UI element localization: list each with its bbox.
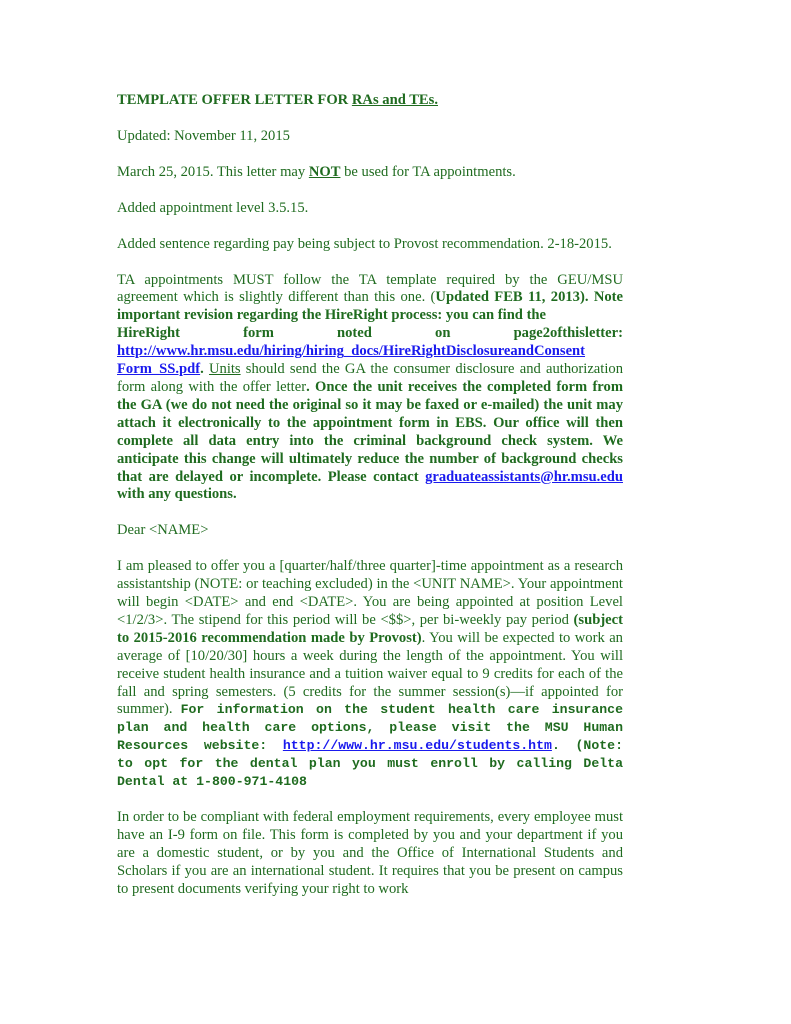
units-word: Units xyxy=(208,361,241,378)
notice-after: be used for TA appointments. xyxy=(340,163,516,180)
offer-paragraph xyxy=(117,558,623,791)
notice-emphasis: NOT xyxy=(308,163,341,180)
notice-line xyxy=(117,164,623,182)
hireright-word-5: page2ofthisletter: xyxy=(513,325,623,342)
hireright-line xyxy=(117,325,623,343)
offer-text-1: I am pleased to offer you a [quarter/half/three quarter]-time appointment as a research assistantship (NOTE: or teaching excluded) in the <UNIT NAME>. Your appointment will begin <DATE> and end <DATE>. You are being appointed at position Level <1/2/3>. The stipend for this period will be <$$>, per bi-weekly pay period xyxy=(117,558,623,628)
hireright-word-3: noted xyxy=(337,325,372,342)
hireright-note: Note important revision regarding the HireRight process: you can find the xyxy=(117,289,623,324)
hireright-word-2: form xyxy=(243,325,274,342)
hireright-word-1: HireRight xyxy=(117,325,180,342)
offer-text-2: . You will be expected to work an average of [10/20/30] hours a week during the length of the appointment. You will receive student health insurance and a tuition waiver equal to 9 credits for each of the fall and spring semesters. (5 credits for the summer session(s)—if appointed for summer). xyxy=(117,629,623,718)
notice-before: March 25, 2015. This letter may xyxy=(117,163,309,180)
hireright-word-4: on xyxy=(435,325,451,342)
added-level-line: Added appointment level 3.5.15. xyxy=(117,199,309,216)
students-link[interactable]: http://www.hr.msu.edu/students.htm xyxy=(282,738,552,754)
page-title xyxy=(117,92,623,110)
added-sentence-paragraph: Added sentence regarding pay being subject to Provost recommendation. 2-18-2015. xyxy=(117,235,612,252)
process-bold-text: . Once the unit receives the completed form from the GA (we do not need the original so it may be faxed or e-mailed) the unit may attach it electronically to the appointment form in EBS. Our office will then complete all data entry into the criminal background check system. We anticipate this change will ultimately reduce the number of background checks that are delayed or incomplete. Please contact xyxy=(117,378,623,485)
link-period: . xyxy=(200,361,204,378)
units-text: should send the GA the consumer disclosure and authorization form along with the offer letter xyxy=(117,361,623,395)
health-info-text: For information on the student health care insurance plan and health care options, please visit the MSU Human Resources website: xyxy=(117,702,623,754)
title-prefix: TEMPLATE OFFER LETTER FOR xyxy=(117,92,352,108)
hireright-form-link[interactable]: http://www.hr.msu.edu/hiring/hiring_docs/HireRightDisclosureandConsent Form_SS.pdf xyxy=(117,343,586,378)
ta-updated-date: Updated FEB 11, 2013). xyxy=(435,289,589,306)
ta-paragraph xyxy=(117,272,623,505)
salutation: Dear <NAME> xyxy=(117,522,209,539)
email-link[interactable]: graduateassistants@hr.msu.edu xyxy=(425,468,623,485)
i9-paragraph: In order to be compliant with federal employment requirements, every employee must have an I-9 form on file. This form is completed by you and your department if you are a domestic student, or by you and the Office of International Students and Scholars if you are an international student. It requires that you be present on campus to present documents verifying your right to work xyxy=(117,809,623,897)
letter-body xyxy=(117,92,623,899)
email-after: with any questions. xyxy=(117,486,237,503)
updated-line: Updated: November 11, 2015 xyxy=(117,127,290,144)
dental-note: . (Note: to opt for the dental plan you must enroll by calling Delta Dental at 1-800-971-4108 xyxy=(117,738,623,790)
ta-intro-text: TA appointments MUST follow the TA template required by the GEU/MSU agreement which is slightly different than this one. ( xyxy=(117,271,623,306)
title-underlined: RAs and TEs. xyxy=(351,92,438,108)
offer-provost-note: (subject to 2015-2016 recommendation made by Provost) xyxy=(117,611,623,646)
